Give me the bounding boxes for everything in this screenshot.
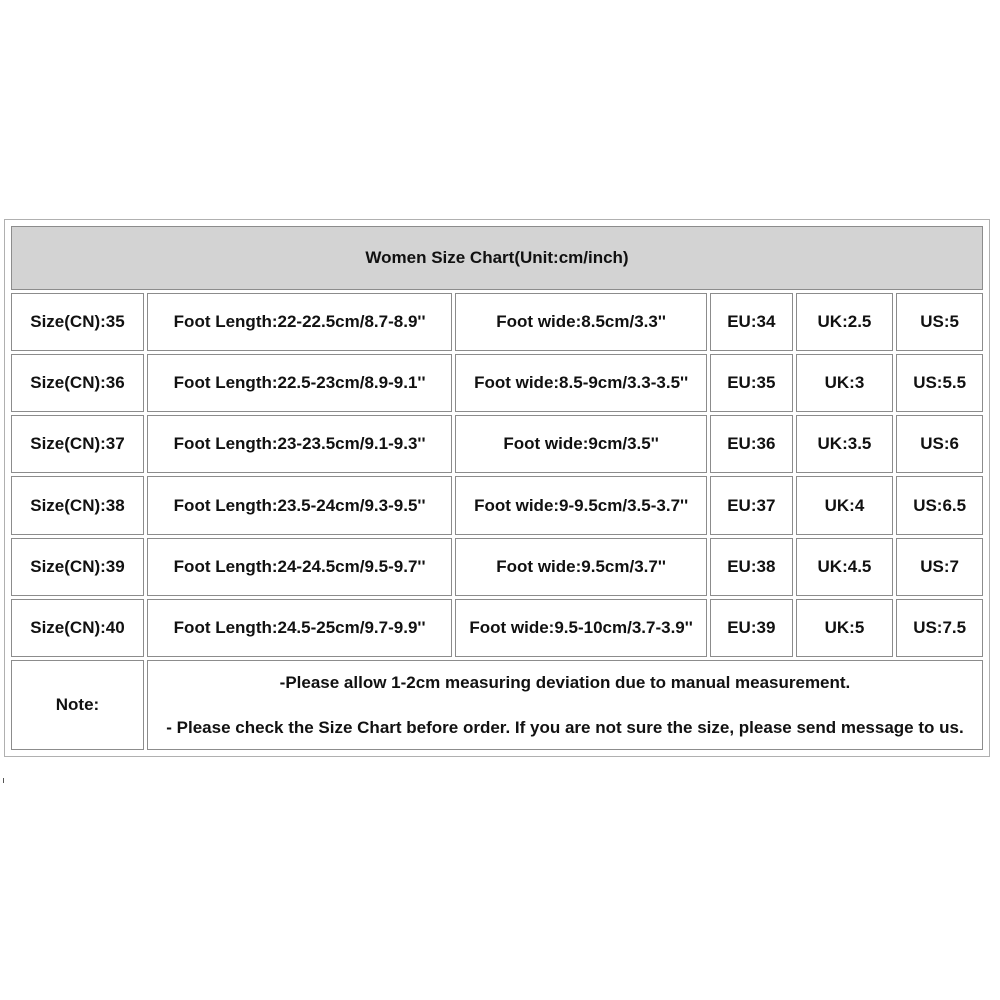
size-cn-cell: Size(CN):36 (11, 354, 144, 412)
size-chart-table (8, 223, 986, 753)
eu-size-cell: EU:39 (710, 599, 793, 657)
us-size-cell: US:6 (896, 415, 983, 473)
table-row (11, 476, 983, 534)
table-row (11, 293, 983, 351)
foot-width-cell: Foot wide:8.5cm/3.3'' (455, 293, 707, 351)
uk-size-cell: UK:5 (796, 599, 894, 657)
size-cn-cell: Size(CN):38 (11, 476, 144, 534)
uk-size-cell: UK:3 (796, 354, 894, 412)
foot-width-cell: Foot wide:8.5-9cm/3.3-3.5'' (455, 354, 707, 412)
note-row (11, 660, 983, 750)
uk-size-cell: UK:4.5 (796, 538, 894, 596)
eu-size-cell: EU:38 (710, 538, 793, 596)
uk-size-cell: UK:2.5 (796, 293, 894, 351)
us-size-cell: US:5 (896, 293, 983, 351)
table-row (11, 599, 983, 657)
note-label: Note: (11, 660, 144, 750)
note-line-check-size: - Please check the Size Chart before order. If you are not sure the size, please send message to us. (166, 717, 964, 737)
foot-length-cell: Foot Length:22-22.5cm/8.7-8.9'' (147, 293, 452, 351)
note-line-measurement: -Please allow 1-2cm measuring deviation due to manual measurement. (279, 672, 851, 692)
foot-length-cell: Foot Length:23-23.5cm/9.1-9.3'' (147, 415, 452, 473)
foot-width-cell: Foot wide:9.5cm/3.7'' (455, 538, 707, 596)
stray-mark (3, 778, 4, 783)
foot-length-cell: Foot Length:22.5-23cm/8.9-9.1'' (147, 354, 452, 412)
foot-length-cell: Foot Length:23.5-24cm/9.3-9.5'' (147, 476, 452, 534)
us-size-cell: US:7 (896, 538, 983, 596)
note-text (147, 660, 983, 750)
foot-length-cell: Foot Length:24-24.5cm/9.5-9.7'' (147, 538, 452, 596)
size-cn-cell: Size(CN):35 (11, 293, 144, 351)
foot-length-cell: Foot Length:24.5-25cm/9.7-9.9'' (147, 599, 452, 657)
chart-title: Women Size Chart(Unit:cm/inch) (11, 226, 983, 290)
us-size-cell: US:5.5 (896, 354, 983, 412)
title-row (11, 226, 983, 290)
note-spacer (158, 694, 972, 716)
eu-size-cell: EU:36 (710, 415, 793, 473)
size-chart (4, 219, 990, 757)
foot-width-cell: Foot wide:9-9.5cm/3.5-3.7'' (455, 476, 707, 534)
table-row (11, 354, 983, 412)
foot-width-cell: Foot wide:9cm/3.5'' (455, 415, 707, 473)
table-row (11, 538, 983, 596)
size-cn-cell: Size(CN):39 (11, 538, 144, 596)
size-cn-cell: Size(CN):40 (11, 599, 144, 657)
us-size-cell: US:7.5 (896, 599, 983, 657)
eu-size-cell: EU:34 (710, 293, 793, 351)
uk-size-cell: UK:3.5 (796, 415, 894, 473)
eu-size-cell: EU:35 (710, 354, 793, 412)
uk-size-cell: UK:4 (796, 476, 894, 534)
eu-size-cell: EU:37 (710, 476, 793, 534)
foot-width-cell: Foot wide:9.5-10cm/3.7-3.9'' (455, 599, 707, 657)
us-size-cell: US:6.5 (896, 476, 983, 534)
table-row (11, 415, 983, 473)
size-cn-cell: Size(CN):37 (11, 415, 144, 473)
